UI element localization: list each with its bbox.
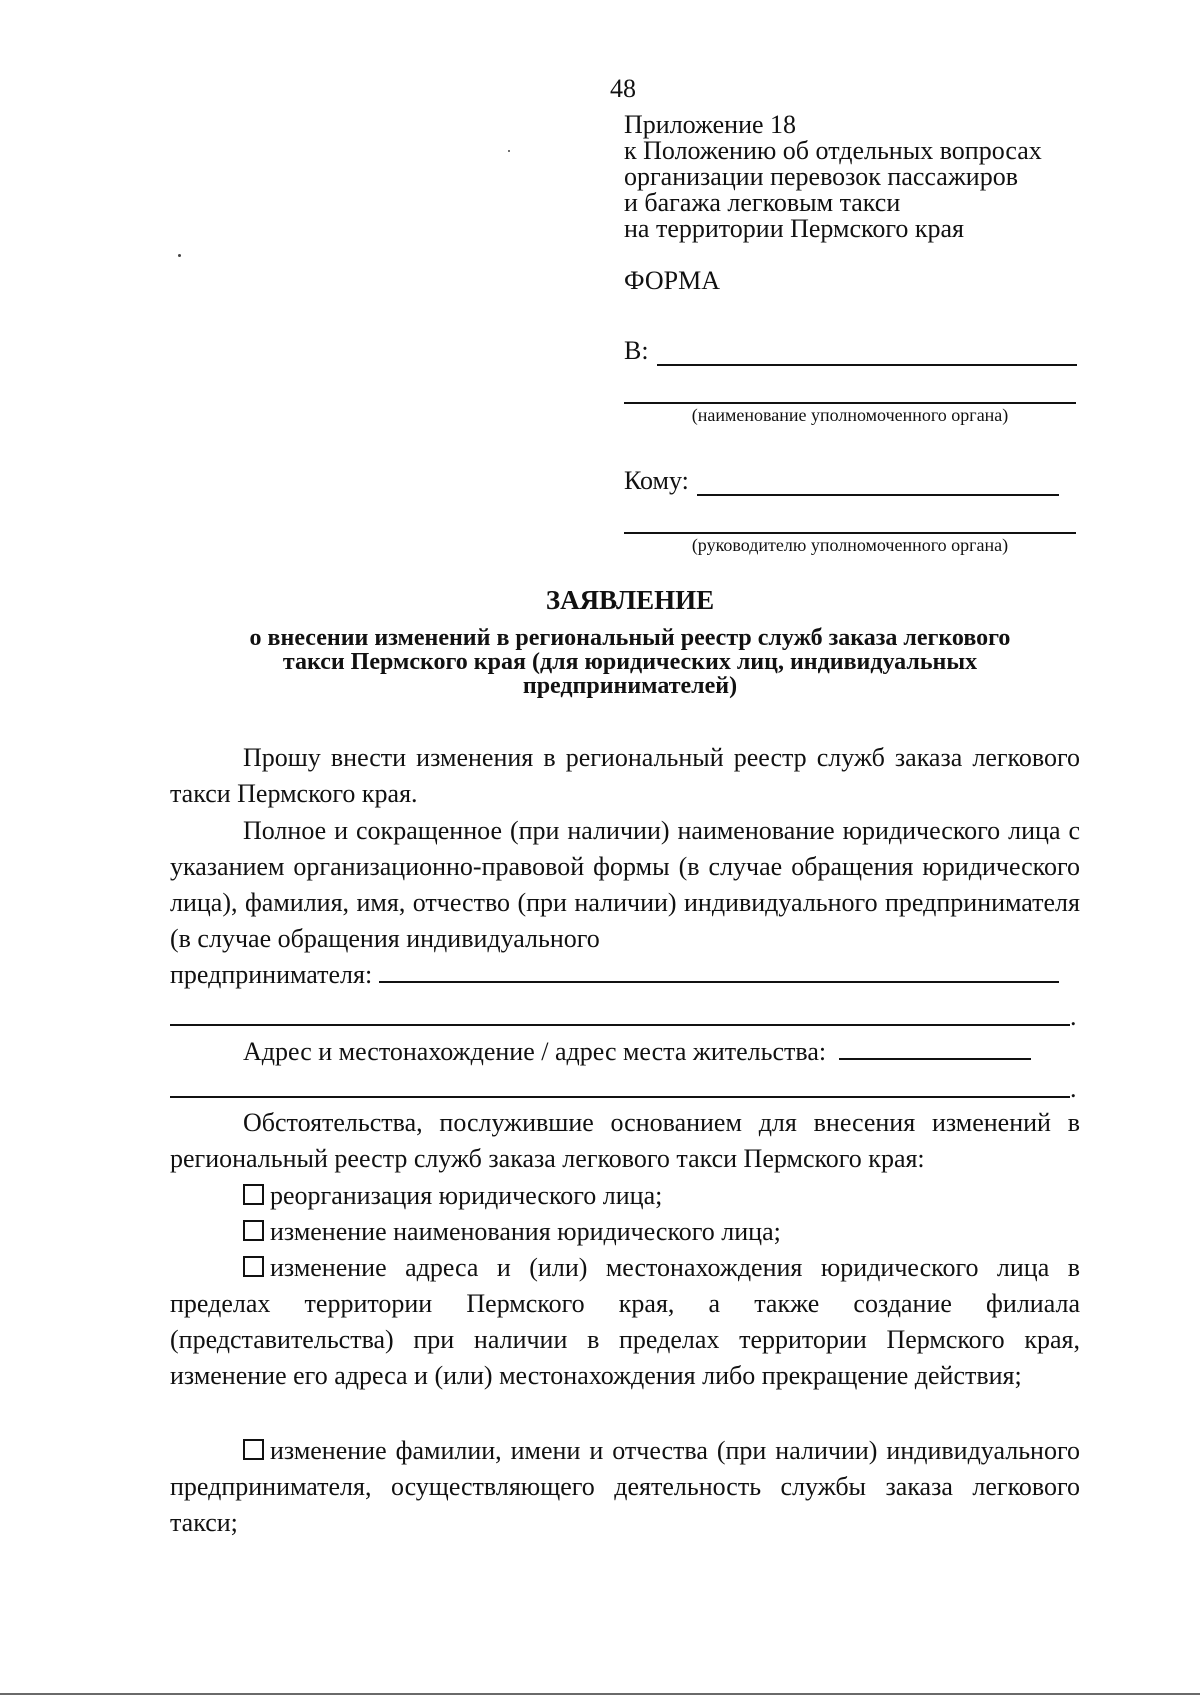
form-label: ФОРМА xyxy=(624,266,720,295)
checkbox-label: изменение наименования юридического лица; xyxy=(270,1217,781,1246)
checkbox[interactable] xyxy=(243,1256,264,1277)
checkbox-label: изменение адреса и (или) местонахождения юридического лица в пределах территории Пермского края, а также создание филиала (представительства) при наличии в пределах территории Пермского края, изменение его адреса и (или) местонахождения либо прекращение действия; xyxy=(170,1253,1080,1390)
to-field-label: В: xyxy=(624,336,649,365)
checkbox-label: изменение фамилии, имени и отчества (при наличии) индивидуального предпринимателя, осуществляющего деятельность службы заказа легкового такси; xyxy=(170,1436,1080,1537)
name-input-continuation[interactable] xyxy=(170,1024,1070,1026)
name-text: Полное и сокращенное (при наличии) наименование юридического лица с указанием организационно-правовой формы (в случае обращения юридического лица), фамилия, имя, отчество (при наличии) индивидуального предпринимателя (в случае обращения индивидуального xyxy=(170,816,1080,953)
to-field-caption: (наименование уполномоченного органа) xyxy=(691,405,1009,425)
request-paragraph xyxy=(170,740,1080,812)
checkbox-item-name-change xyxy=(170,1214,1080,1250)
period-mark: . xyxy=(1070,1002,1077,1031)
checkbox-item-address-change xyxy=(170,1250,1080,1394)
appendix-line: и багажа легковым такси xyxy=(624,188,901,217)
whom-field-input[interactable] xyxy=(697,470,1059,496)
checkbox-item-reorganization xyxy=(170,1178,1080,1214)
page-number: 48 xyxy=(610,74,636,103)
checkbox[interactable] xyxy=(243,1439,264,1460)
appendix-line: Приложение 18 xyxy=(624,110,797,139)
circumstances-text: Обстоятельства, послужившие основанием для внесения изменений в региональный реестр служб заказа легкового такси Пермского края: xyxy=(170,1108,1080,1173)
whom-field-label: Кому: xyxy=(624,466,689,495)
checkbox[interactable] xyxy=(243,1220,264,1241)
name-label-row xyxy=(170,957,1080,993)
address-label: Адрес и местонахождение / адрес места жительства: xyxy=(243,1037,827,1066)
whom-field-continuation[interactable] xyxy=(624,532,1076,534)
address-row xyxy=(170,1034,1080,1070)
scan-speck xyxy=(508,150,510,152)
address-input[interactable] xyxy=(839,1036,1031,1060)
request-text: Прошу внести изменения в региональный реестр служб заказа легкового такси Пермского края. xyxy=(170,743,1080,808)
to-field xyxy=(624,336,1077,366)
appendix-line: организации перевозок пассажиров xyxy=(624,162,1018,191)
document-title: ЗАЯВЛЕНИЕ xyxy=(545,585,715,615)
subtitle-line: такси Пермского края (для юридических лиц, индивидуальных xyxy=(282,649,978,675)
to-field-continuation[interactable] xyxy=(624,402,1076,404)
appendix-line: к Положению об отдельных вопросах xyxy=(624,136,1042,165)
appendix-line: на территории Пермского края xyxy=(624,214,964,243)
circumstances-paragraph xyxy=(170,1105,1080,1177)
appendix-header xyxy=(624,112,1094,242)
checkbox-label: реорганизация юридического лица; xyxy=(270,1181,663,1210)
document-subtitle xyxy=(170,626,1090,698)
scan-speck xyxy=(178,254,181,257)
checkbox-item-fio-change xyxy=(170,1433,1080,1541)
to-field-input[interactable] xyxy=(657,340,1077,366)
name-label: предпринимателя: xyxy=(170,960,373,989)
subtitle-line: о внесении изменений в региональный реестр служб заказа легкового xyxy=(249,625,1011,651)
whom-field xyxy=(624,466,1059,496)
subtitle-line: предпринимателей) xyxy=(522,673,738,699)
period-mark: . xyxy=(1070,1074,1077,1103)
address-input-continuation[interactable] xyxy=(170,1096,1070,1098)
checkbox[interactable] xyxy=(243,1184,264,1205)
name-paragraph xyxy=(170,813,1080,993)
whom-field-caption: (руководителю уполномоченного органа) xyxy=(691,535,1009,555)
name-input[interactable] xyxy=(379,959,1059,983)
